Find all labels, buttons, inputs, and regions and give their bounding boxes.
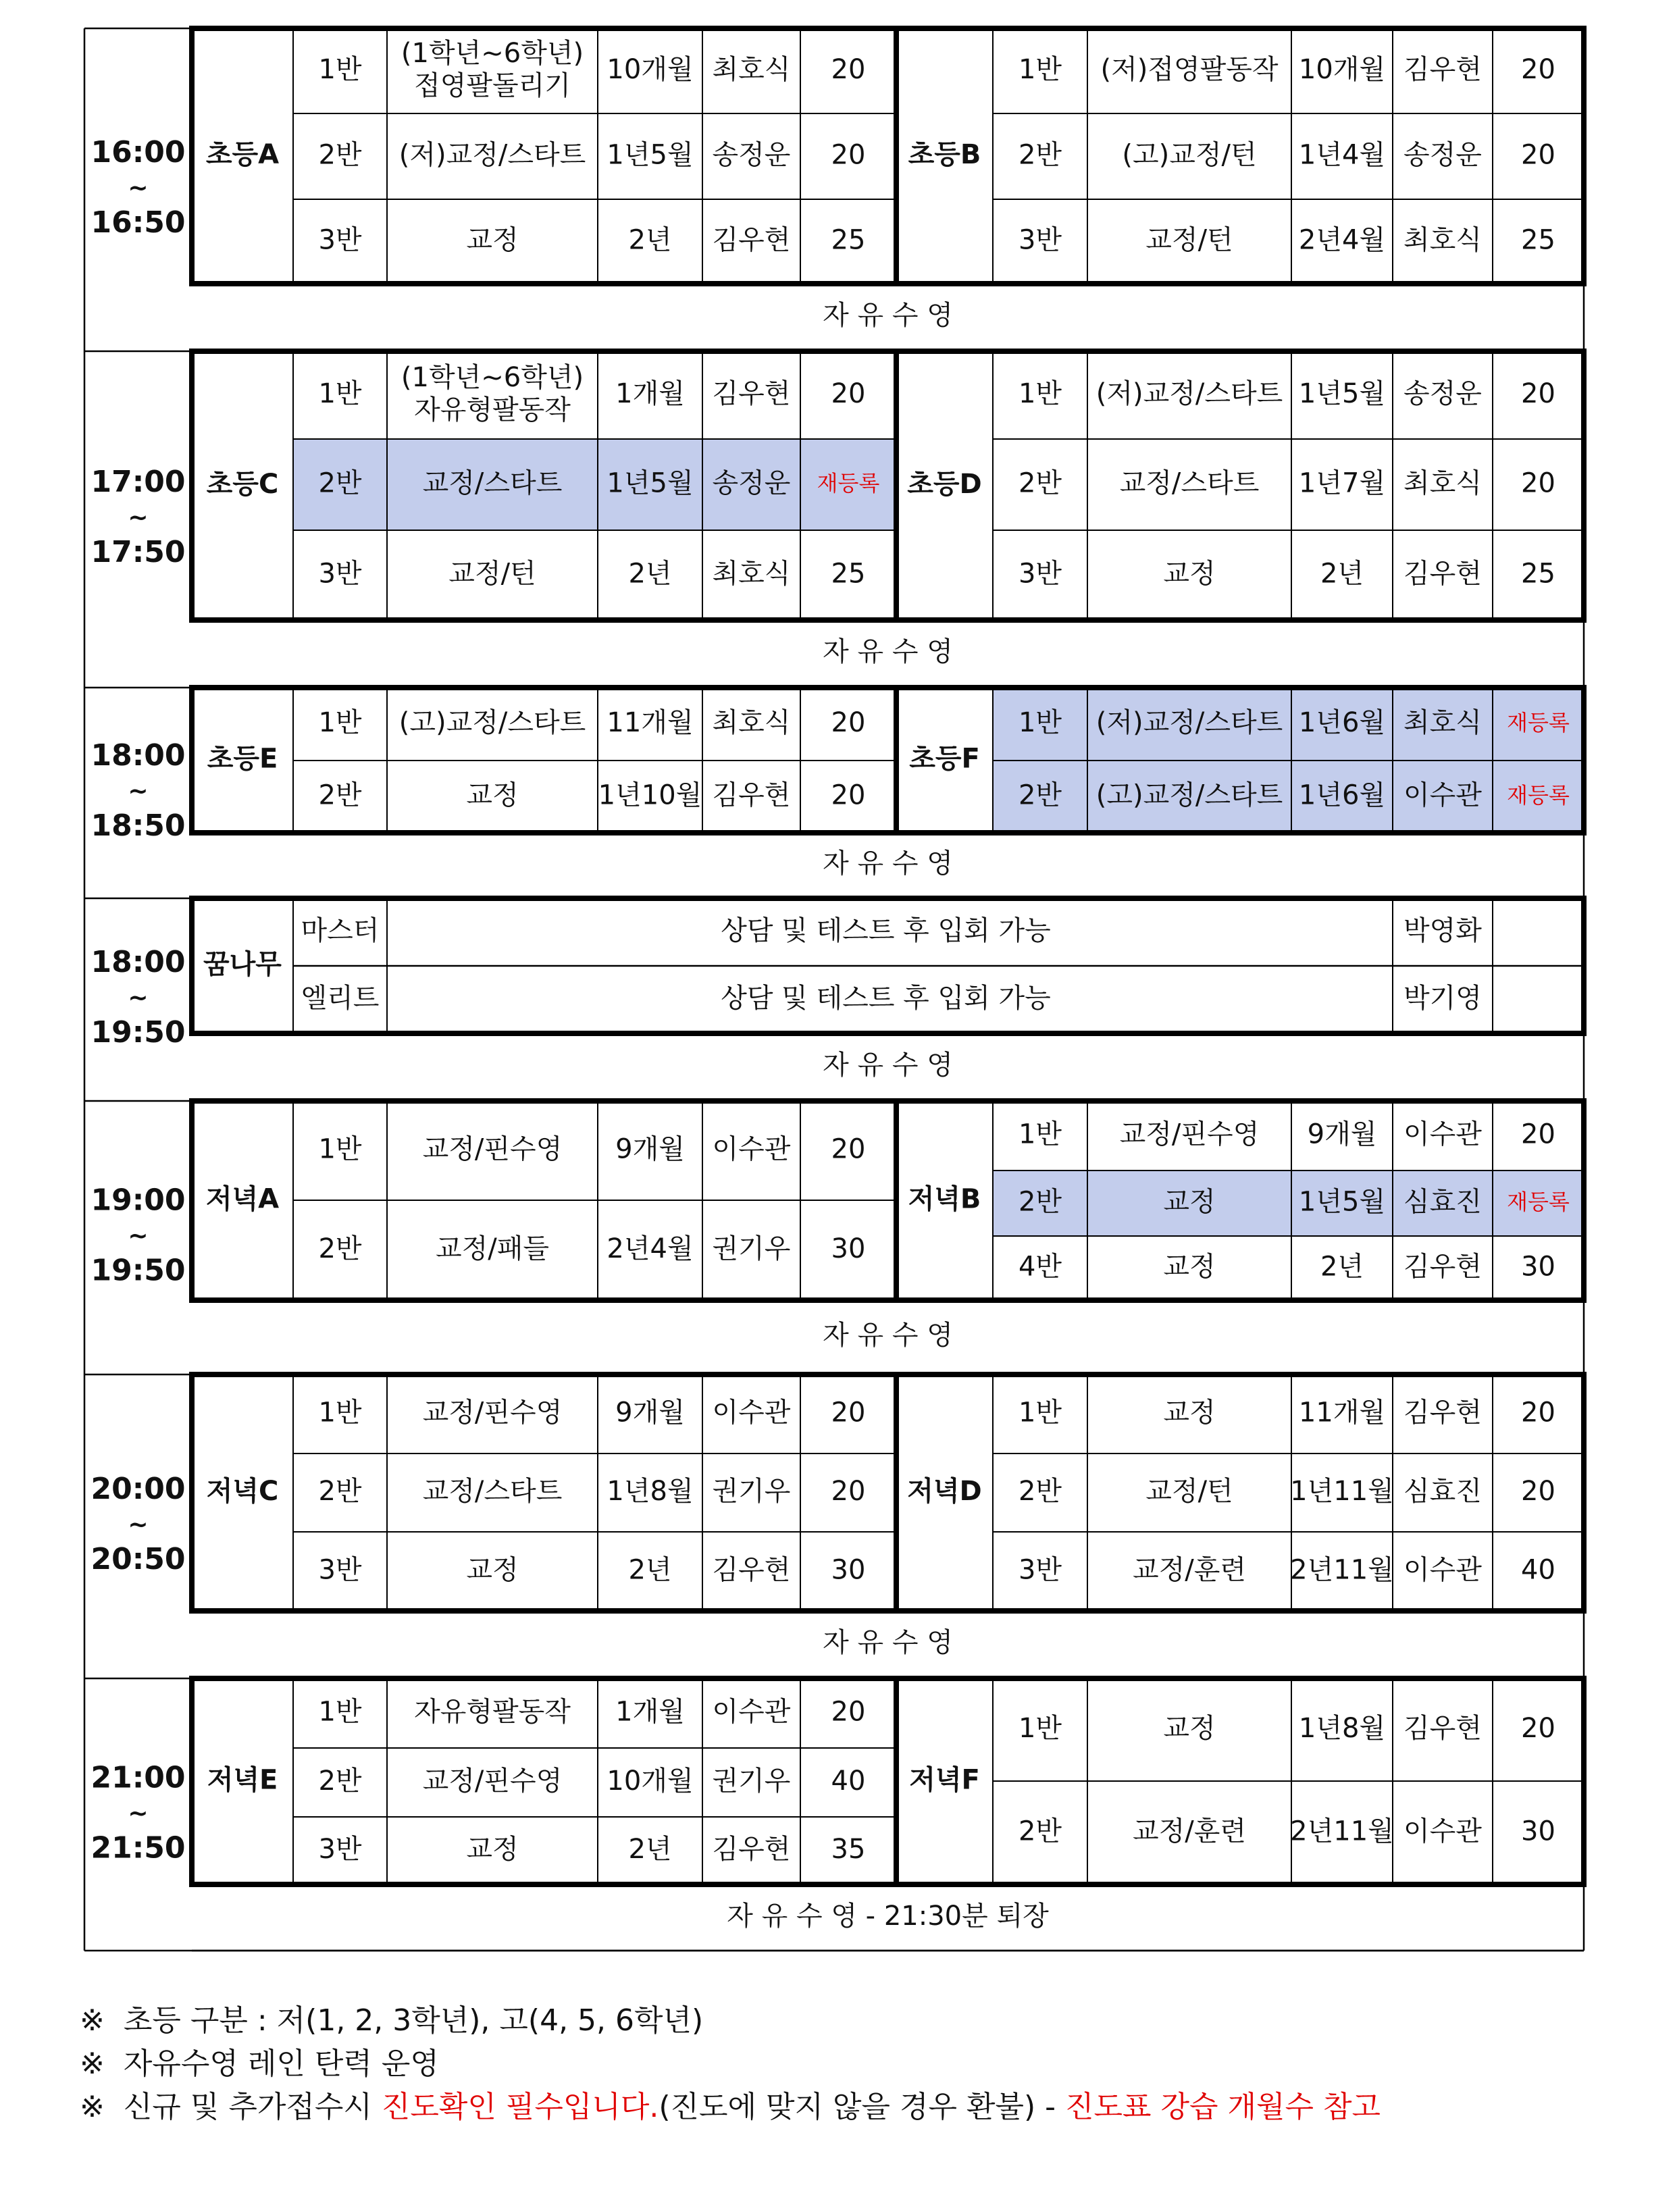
class-duration: 2년 [628, 1834, 672, 1865]
teacher-name: 김우현 [712, 378, 791, 409]
note-warning: 진도확인 필수입니다. [381, 2090, 659, 2124]
teacher-name: 최호식 [1403, 224, 1482, 256]
class-content: 교정/턴 [1145, 1476, 1233, 1507]
teacher-name: 최호식 [1403, 467, 1482, 499]
class-note: 상담 및 테스트 후 입회 가능 [721, 915, 1051, 946]
class-capacity: 20 [1521, 378, 1555, 409]
teacher-name: 권기우 [712, 1766, 791, 1797]
class-content: (고)교정/스타트 [398, 707, 586, 738]
note-text: (진도에 맞지 않을 경우 환불) - [659, 2090, 1066, 2124]
teacher-name: 이수관 [1403, 779, 1482, 811]
free-swim-label: 자 유 수 영 [823, 1320, 953, 1351]
note-lane-operation [80, 2042, 1633, 2086]
class-name: 2반 [318, 467, 362, 499]
class-capacity: 30 [1521, 1816, 1555, 1847]
class-name: 1반 [318, 1696, 362, 1728]
class-duration: 2년11월 [1290, 1554, 1394, 1586]
time-start: 21:00 [91, 1760, 186, 1795]
class-content: 자유형팔동작 [414, 394, 571, 426]
class-name: 1반 [1018, 1118, 1062, 1150]
class-capacity: 20 [831, 1133, 866, 1165]
class-content: (저)교정/스타트 [1096, 378, 1283, 409]
class-capacity: 25 [831, 224, 866, 256]
class-name: 3반 [1018, 224, 1062, 256]
class-content: (저)교정/스타트 [398, 139, 586, 171]
class-name: 4반 [1018, 1251, 1062, 1283]
teacher-name: 심효진 [1403, 1186, 1482, 1218]
group-name: 저녁F [909, 1764, 980, 1796]
class-duration: 1년10월 [598, 779, 702, 811]
class-name: 2반 [318, 139, 362, 171]
class-content: 교정 [466, 1834, 519, 1865]
class-capacity: 30 [831, 1233, 866, 1264]
class-content: 교정/핀수영 [422, 1133, 563, 1165]
teacher-name: 김우현 [712, 1834, 791, 1865]
class-capacity: 20 [1521, 1397, 1555, 1429]
teacher-name: 김우현 [712, 1554, 791, 1586]
class-capacity: 25 [1521, 558, 1555, 590]
class-content: 교정/턴 [448, 558, 536, 590]
class-duration: 1년6월 [1298, 707, 1386, 738]
class-capacity: 20 [1521, 1118, 1555, 1150]
class-capacity: 20 [831, 1476, 866, 1507]
class-content: 교정/핀수영 [1119, 1118, 1260, 1150]
class-duration: 1년5월 [1298, 1186, 1386, 1218]
registration-highlight [993, 688, 1584, 761]
class-name: 1반 [1018, 1713, 1062, 1744]
free-swim-label: 자 유 수 영 [823, 1627, 953, 1658]
teacher-name: 최호식 [712, 558, 791, 590]
class-name: 1반 [318, 378, 362, 409]
teacher-name: 송정운 [1403, 378, 1482, 409]
class-capacity: 20 [831, 1696, 866, 1728]
group-name: 저녁D [907, 1476, 982, 1507]
group-name: 초등E [207, 743, 278, 775]
class-content: 교정 [1163, 1251, 1216, 1283]
time-start: 17:00 [91, 465, 186, 499]
class-duration: 1년6월 [1298, 779, 1386, 811]
group-name: 저녁B [908, 1183, 981, 1215]
group-name: 초등B [908, 139, 981, 170]
class-content: 교정/핀수영 [422, 1397, 563, 1429]
time-separator: ~ [128, 777, 149, 805]
class-note: 상담 및 테스트 후 입회 가능 [721, 983, 1051, 1014]
time-end: 21:50 [91, 1830, 186, 1866]
teacher-name: 최호식 [712, 707, 791, 738]
class-content: 교정/핀수영 [422, 1766, 563, 1797]
class-content: 교정/턴 [1145, 224, 1233, 256]
class-duration: 1년5월 [607, 467, 694, 499]
teacher-name: 심효진 [1403, 1476, 1482, 1507]
time-start: 18:00 [91, 738, 186, 773]
class-name: 2반 [1018, 139, 1062, 171]
time-start: 19:00 [91, 1183, 186, 1218]
teacher-name: 박영화 [1403, 915, 1482, 946]
teacher-name: 송정운 [712, 467, 791, 499]
time-separator: ~ [128, 504, 149, 532]
teacher-name: 김우현 [1403, 54, 1482, 85]
class-duration: 2년 [628, 1554, 672, 1586]
note-reference: 진도표 강습 개월수 참고 [1065, 2090, 1381, 2124]
time-separator: ~ [128, 1511, 149, 1539]
class-duration: 2년11월 [1290, 1816, 1394, 1847]
group-name: 초등C [206, 469, 279, 500]
notes-section [80, 1999, 1633, 2129]
class-content: 교정/훈련 [1132, 1554, 1247, 1586]
note-registration [80, 2086, 1633, 2129]
class-name: 3반 [1018, 1554, 1062, 1586]
class-duration: 10개월 [607, 54, 694, 85]
class-capacity: 20 [831, 139, 866, 171]
teacher-name: 송정운 [1403, 139, 1482, 171]
class-duration: 9개월 [1307, 1118, 1377, 1150]
class-name: 1반 [1018, 378, 1062, 409]
class-content: (1학년~6학년) [401, 38, 584, 69]
class-duration: 1개월 [615, 378, 685, 409]
teacher-name: 김우현 [712, 224, 791, 256]
class-name: 3반 [1018, 558, 1062, 590]
class-capacity: 20 [1521, 54, 1555, 85]
class-name: 3반 [318, 224, 362, 256]
class-name: 마스터 [301, 915, 380, 946]
class-duration: 9개월 [615, 1133, 685, 1165]
class-duration: 1년8월 [1298, 1713, 1386, 1744]
note-text: 초등 구분 : 저(1, 2, 3학년), 고(4, 5, 6학년) [123, 2003, 704, 2038]
time-separator: ~ [128, 174, 149, 202]
class-content: 교정 [1163, 1397, 1216, 1429]
time-end: 17:50 [91, 535, 186, 569]
class-duration: 2년 [1320, 1251, 1364, 1283]
free-swim-label: 자 유 수 영 [823, 636, 953, 667]
class-duration: 10개월 [607, 1766, 694, 1797]
group-name: 저녁A [205, 1183, 280, 1215]
re-registration-label: 재등록 [817, 470, 880, 496]
teacher-name: 김우현 [1403, 1713, 1482, 1744]
free-swim-label: 자 유 수 영 [823, 1050, 953, 1081]
note-mark: ※ [80, 2090, 105, 2124]
group-name: 초등A [205, 139, 280, 170]
teacher-name: 김우현 [1403, 1397, 1482, 1429]
time-separator: ~ [128, 984, 149, 1012]
class-duration: 1년5월 [1298, 378, 1386, 409]
class-capacity: 35 [831, 1834, 866, 1865]
class-name: 3반 [318, 1834, 362, 1865]
teacher-name: 최호식 [1403, 707, 1482, 738]
class-content: (저)접영팔동작 [1100, 54, 1279, 85]
class-name: 3반 [318, 1554, 362, 1586]
class-duration: 1년4월 [1298, 139, 1386, 171]
class-content: (고)교정/턴 [1122, 139, 1257, 171]
class-capacity: 20 [831, 378, 866, 409]
teacher-name: 이수관 [1403, 1816, 1482, 1847]
class-name: 2반 [1018, 779, 1062, 811]
class-name: 1반 [1018, 1397, 1062, 1429]
class-capacity: 40 [1521, 1554, 1555, 1586]
class-content: (저)교정/스타트 [1096, 707, 1283, 738]
class-name: 2반 [318, 1233, 362, 1264]
class-content: 교정 [466, 224, 519, 256]
teacher-name: 권기우 [712, 1233, 791, 1264]
class-duration: 1년11월 [1290, 1476, 1394, 1507]
class-capacity: 20 [1521, 1713, 1555, 1744]
re-registration-label: 재등록 [1507, 782, 1570, 808]
note-grade-division [80, 1999, 1633, 2042]
class-content: 교정/훈련 [1132, 1816, 1247, 1847]
class-content: 교정 [1163, 558, 1216, 590]
class-capacity: 30 [1521, 1251, 1555, 1283]
teacher-name: 박기영 [1403, 983, 1482, 1014]
class-name: 1반 [318, 707, 362, 738]
teacher-name: 이수관 [1403, 1118, 1482, 1150]
registration-highlight [993, 761, 1584, 833]
time-start: 16:00 [91, 135, 186, 170]
time-start: 20:00 [91, 1472, 186, 1506]
time-start: 18:00 [91, 945, 186, 979]
class-content: (고)교정/스타트 [1096, 779, 1283, 811]
class-content: 접영팔돌리기 [414, 70, 571, 101]
class-name: 2반 [1018, 1186, 1062, 1218]
teacher-name: 최호식 [712, 54, 791, 85]
class-name: 3반 [318, 558, 362, 590]
class-duration: 2년4월 [607, 1233, 694, 1264]
note-text: 자유수영 레인 탄력 운영 [123, 2047, 439, 2081]
group-name: 꿈나무 [203, 949, 282, 980]
class-capacity: 20 [1521, 467, 1555, 499]
group-name: 초등F [909, 743, 980, 775]
time-end: 20:50 [91, 1542, 186, 1576]
class-capacity: 20 [1521, 139, 1555, 171]
class-duration: 11개월 [1298, 1397, 1386, 1429]
class-capacity: 25 [831, 558, 866, 590]
free-swim-label: 자 유 수 영 [823, 300, 953, 331]
group-name: 저녁E [207, 1764, 278, 1796]
class-capacity: 20 [831, 707, 866, 738]
class-capacity: 25 [1521, 224, 1555, 256]
class-content: 교정 [1163, 1186, 1216, 1218]
class-name: 2반 [318, 779, 362, 811]
time-separator: ~ [128, 1799, 149, 1828]
class-duration: 2년 [628, 558, 672, 590]
teacher-name: 이수관 [1403, 1554, 1482, 1586]
time-end: 16:50 [91, 205, 186, 240]
class-duration: 2년4월 [1298, 224, 1386, 256]
class-duration: 1개월 [615, 1696, 685, 1728]
class-content: 교정/스타트 [1119, 467, 1260, 499]
class-duration: 11개월 [607, 707, 694, 738]
teacher-name: 김우현 [1403, 1251, 1482, 1283]
class-content: (1학년~6학년) [401, 362, 584, 393]
note-mark: ※ [80, 2003, 105, 2038]
class-content: 교정 [466, 779, 519, 811]
re-registration-label: 재등록 [1507, 710, 1570, 736]
class-capacity: 20 [831, 779, 866, 811]
class-duration: 2년 [1320, 558, 1364, 590]
class-duration: 10개월 [1298, 54, 1386, 85]
class-capacity: 20 [831, 1397, 866, 1429]
group-name: 초등D [907, 469, 982, 500]
class-name: 1반 [318, 1397, 362, 1429]
time-separator: ~ [128, 1222, 149, 1250]
class-capacity: 30 [831, 1554, 866, 1586]
class-name: 엘리트 [301, 983, 380, 1014]
teacher-name: 이수관 [712, 1133, 791, 1165]
class-name: 2반 [1018, 1816, 1062, 1847]
class-name: 2반 [318, 1766, 362, 1797]
class-content: 자유형팔동작 [414, 1696, 571, 1728]
teacher-name: 김우현 [1403, 558, 1482, 590]
note-text: 신규 및 추가접수시 [123, 2090, 382, 2124]
free-swim-label: 자 유 수 영 - 21:30분 퇴장 [727, 1901, 1049, 1932]
class-content: 교정/패들 [435, 1233, 550, 1264]
class-capacity: 40 [831, 1766, 866, 1797]
class-duration: 1년5월 [607, 139, 694, 171]
class-name: 1반 [318, 54, 362, 85]
time-end: 19:50 [91, 1253, 186, 1288]
class-content: 교정/스타트 [422, 1476, 563, 1507]
registration-highlight [293, 439, 896, 530]
class-duration: 1년8월 [607, 1476, 694, 1507]
class-capacity: 20 [831, 54, 866, 85]
class-name: 1반 [318, 1133, 362, 1165]
re-registration-label: 재등록 [1507, 1189, 1570, 1215]
class-content: 교정/스타트 [422, 467, 563, 499]
class-name: 1반 [1018, 54, 1062, 85]
class-duration: 9개월 [615, 1397, 685, 1429]
group-name: 저녁C [206, 1476, 279, 1507]
note-mark: ※ [80, 2047, 105, 2081]
class-content: 교정 [466, 1554, 519, 1586]
class-duration: 1년7월 [1298, 467, 1386, 499]
class-name: 2반 [1018, 1476, 1062, 1507]
teacher-name: 김우현 [712, 779, 791, 811]
class-capacity: 20 [1521, 1476, 1555, 1507]
class-name: 2반 [318, 1476, 362, 1507]
time-end: 19:50 [91, 1015, 186, 1050]
teacher-name: 권기우 [712, 1476, 791, 1507]
free-swim-label: 자 유 수 영 [823, 848, 953, 879]
class-name: 2반 [1018, 467, 1062, 499]
teacher-name: 송정운 [712, 139, 791, 171]
class-content: 교정 [1163, 1713, 1216, 1744]
time-end: 18:50 [91, 808, 186, 843]
teacher-name: 이수관 [712, 1397, 791, 1429]
teacher-name: 이수관 [712, 1696, 791, 1728]
class-duration: 2년 [628, 224, 672, 256]
registration-highlight [993, 1171, 1584, 1236]
class-name: 1반 [1018, 707, 1062, 738]
